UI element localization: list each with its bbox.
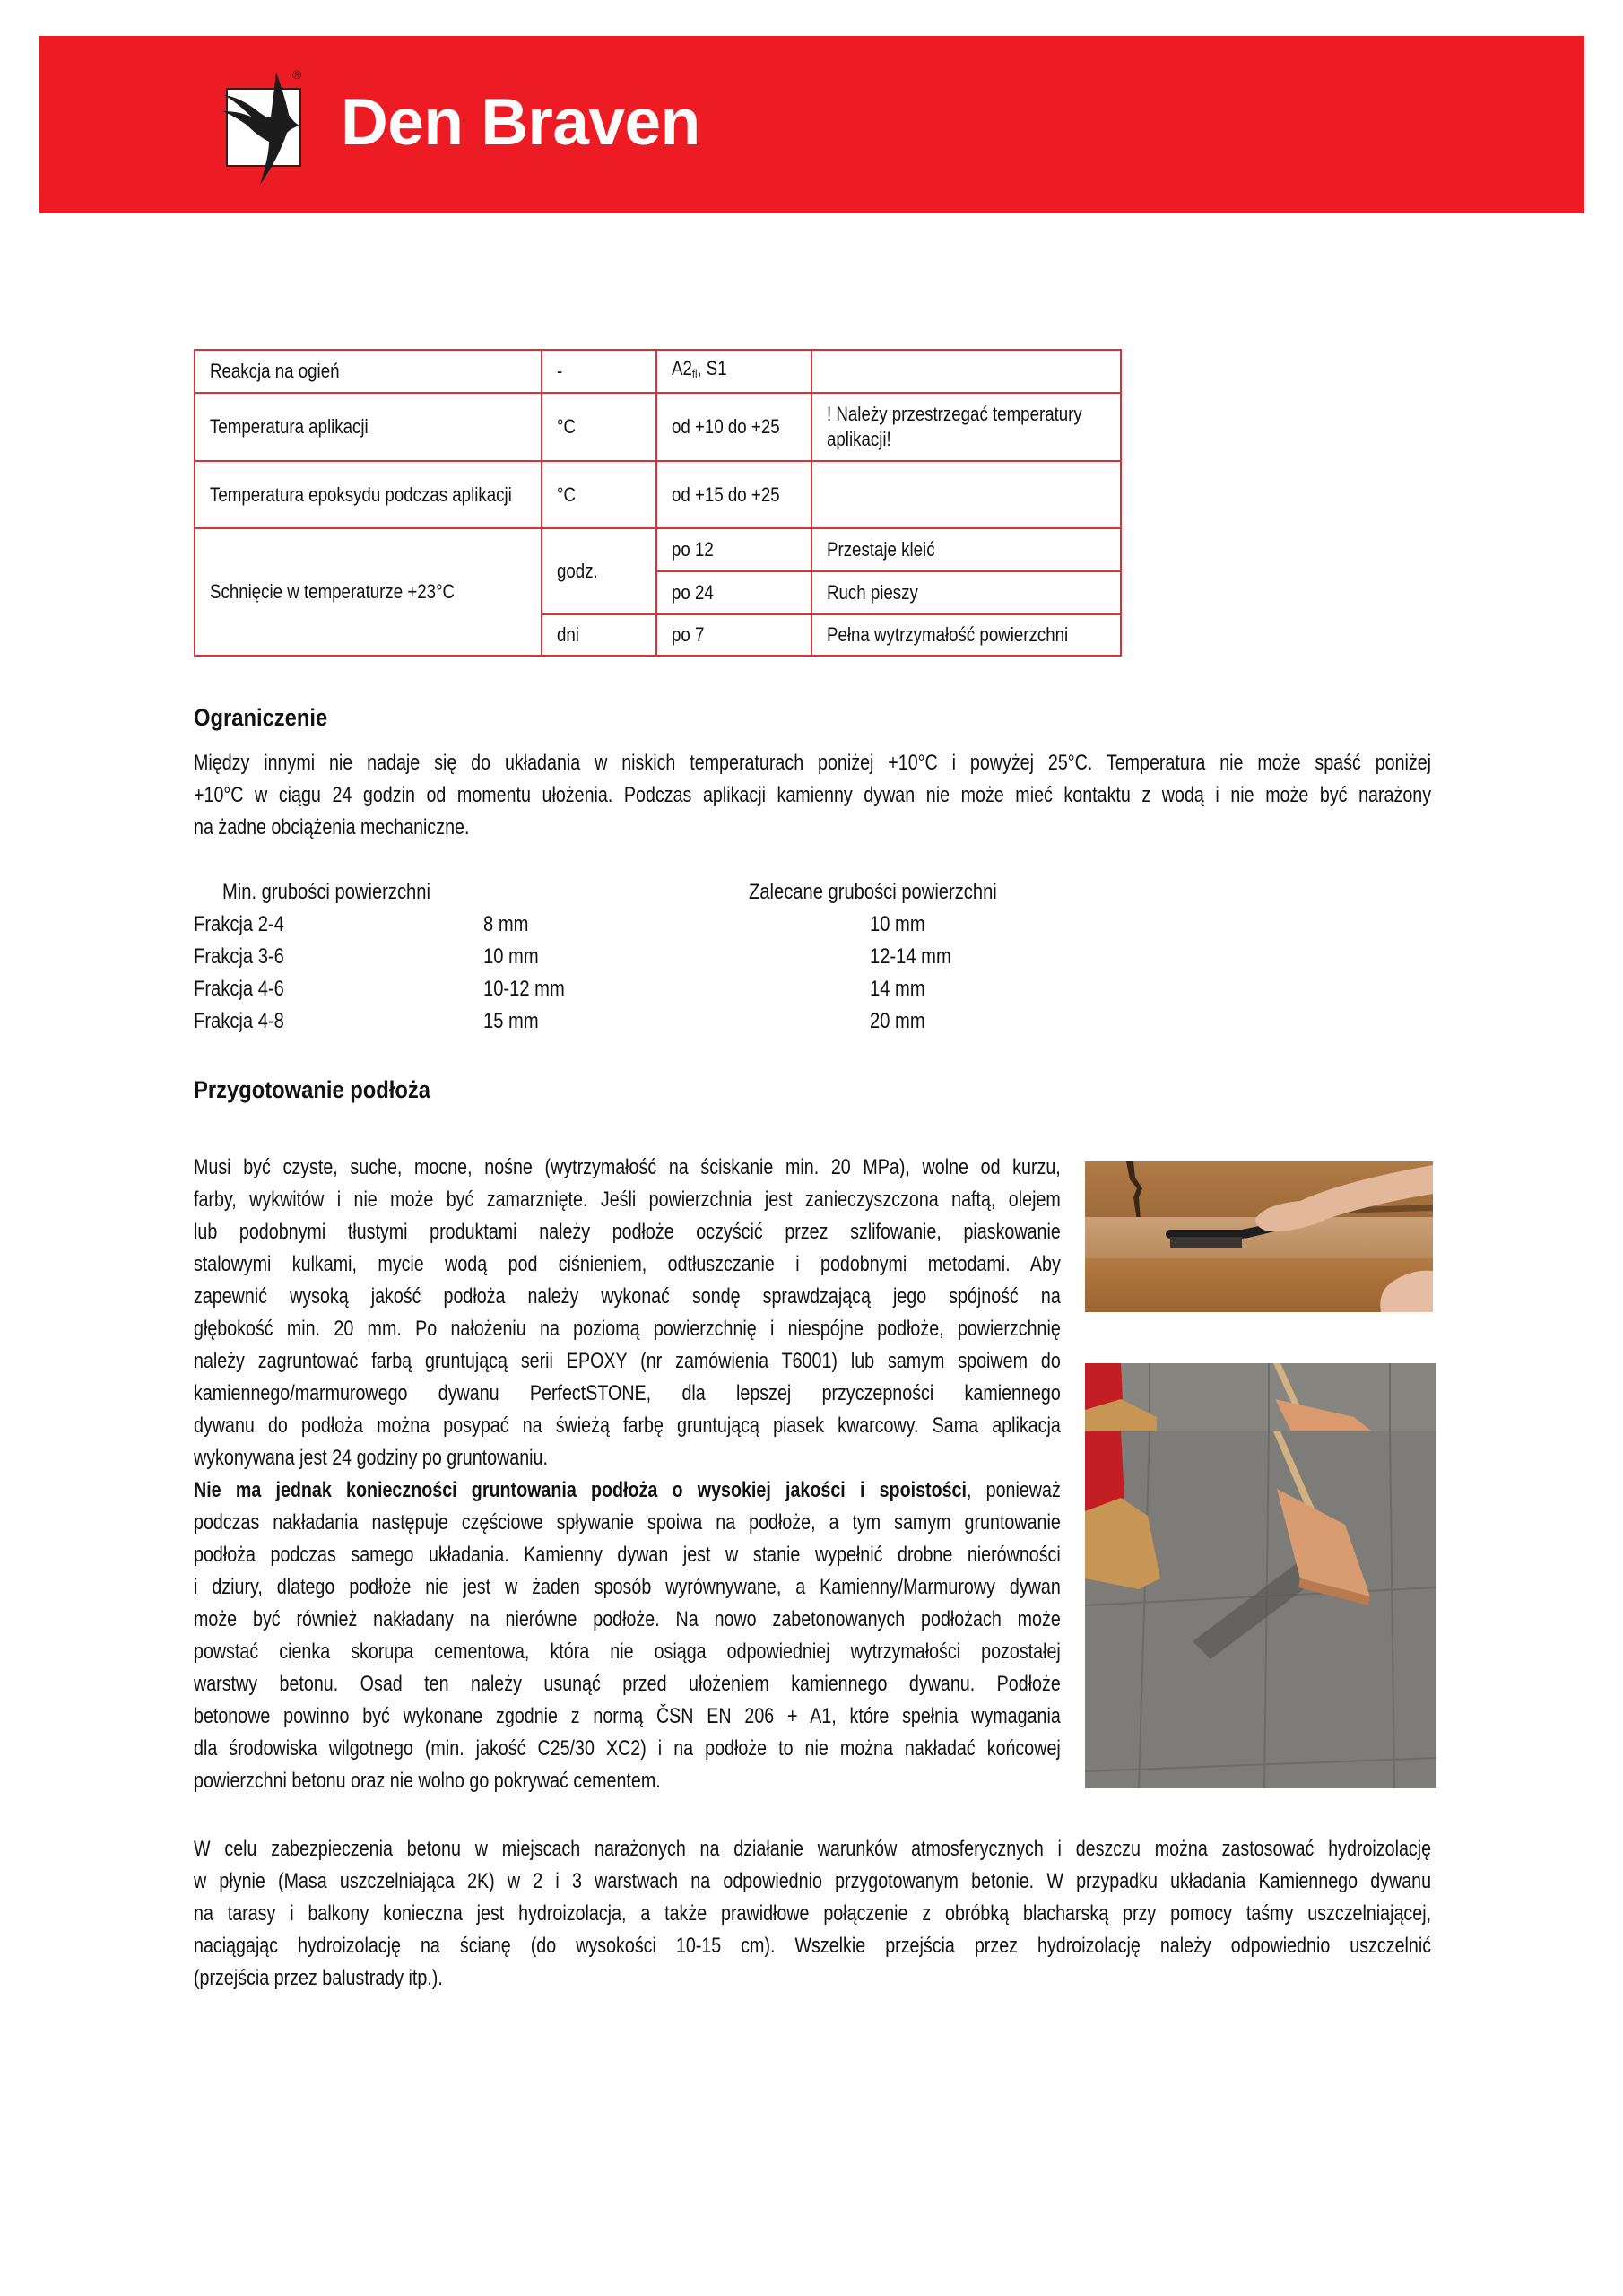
registered-mark: ® [292, 67, 302, 82]
thickness-row: Frakcja 4-8 15 mm 20 mm [194, 1009, 925, 1033]
text-line: dla środowiska wilgotnego (min. jakość C25/30 XC2) i na podłoże to nie można nakładać końcowej [194, 1736, 1061, 1761]
note-cell: ! Należy przestrzegać temperatury aplikacji! [812, 393, 1121, 461]
table-row [195, 528, 1121, 571]
table-row [195, 393, 1121, 461]
brand-header [39, 36, 1584, 213]
value-cell: po 7 [656, 614, 812, 656]
text-line: kamiennego/marmurowego dywanu PerfectSTONE, dla lepszej przyczepności kamiennego [194, 1381, 1061, 1405]
recommended-thickness-header: Zalecane grubości powierzchni [749, 880, 997, 904]
text-line: może być również nakładany na nierówne podłoże. Na nowo zabetonowanych podłożach może [194, 1607, 1061, 1631]
value-cell: po 24 [656, 571, 812, 614]
thickness-row: Frakcja 3-6 10 mm 12-14 mm [194, 944, 951, 969]
table-row [195, 350, 1121, 393]
text-line: powierzchni betonu oraz nie wolno go pokrywać cementem. [194, 1769, 661, 1793]
thickness-row: Frakcja 4-6 10-12 mm 14 mm [194, 977, 925, 1001]
unit-cell: godz. [542, 528, 656, 614]
value-cell: od +10 do +25 [656, 393, 812, 461]
note-cell [812, 350, 1121, 393]
text-line: (przejścia przez balustrady itp.). [194, 1966, 443, 1990]
section-heading-substrate: Przygotowanie podłoża [194, 1076, 431, 1103]
table-row [195, 461, 1121, 528]
unit-cell: °C [542, 461, 656, 528]
thickness-header-row [0, 876, 1623, 909]
property-cell: Reakcja na ogień [195, 350, 542, 393]
text-line: wykonywana jest 24 godziny po gruntowaniu. [194, 1446, 548, 1470]
thickness-row: Frakcja 2-4 8 mm 10 mm [194, 912, 925, 936]
substrate-paragraph-3 [194, 1833, 1431, 1995]
unit-cell: - [542, 350, 656, 393]
value-cell: $A2_{fl}$, S1 [656, 350, 812, 393]
min-thickness-header: Min. grubości powierzchni [222, 880, 430, 904]
section-heading-limitation: Ograniczenie [194, 704, 328, 731]
note-cell: Ruch pieszy [812, 571, 1121, 614]
property-cell: Temperatura aplikacji [195, 393, 542, 461]
text-line: głębokość min. 20 mm. Po nałożeniu na poziomą powierzchnię i niespójne podłoże, powierzchnię [194, 1317, 1061, 1341]
text-line: w płynie (Masa uszczelniająca 2K) w 2 i 3 warstwach na odpowiednio przygotowanym betonie. W przypadku układania Kamiennego dywanu [194, 1869, 1432, 1893]
wire-brush-cleaning-stone-photo [1085, 1161, 1433, 1312]
properties-table [194, 349, 1122, 657]
property-cell: Temperatura epoksydu podczas aplikacji [195, 461, 542, 528]
text-line: na żadne obciążenia mechaniczne. [194, 815, 470, 839]
text-line: naciągając hydroizolację na ścianę (do wysokości 10-15 cm). Wszelkie przejścia przez hydroizolację należy odpowiednio uszczelnić [194, 1934, 1432, 1958]
note-cell: Przestaje kleić [812, 528, 1121, 571]
text-line: na tarasy i balkony konieczna jest hydroizolacja, a także prawidłowe połączenie z obróbką blacharską przy pomocy taśmy uszczelniającej, [194, 1901, 1432, 1926]
text-line: stalowymi kulkami, mycie wodą pod ciśnieniem, odtłuszczanie i podobnymi metodami. Aby [194, 1252, 1061, 1276]
property-cell: Schnięcie w temperaturze +23°C [195, 528, 542, 656]
unit-cell: °C [542, 393, 656, 461]
unit-cell: dni [542, 614, 656, 656]
bold-lead-text: Nie ma jednak konieczności gruntowania podłoża o wysokiej jakości i spoistości [194, 1478, 967, 1502]
note-cell [812, 461, 1121, 528]
text-line: należy zagruntować farbą gruntującą serii EPOXY (nr zamówienia T6001) lub samym spoiwem do [194, 1349, 1061, 1373]
text-line: zapewnić wysoką jakość podłoża należy wykonać sondę sprawdzającą jego spójność na [194, 1284, 1061, 1309]
text-line: farby, wykwitów i nie może być zamarznięte. Jeśli powierzchnia jest zanieczyszczona naftą, olejem [194, 1187, 1061, 1212]
text-line: betonowe powinno być wykonane zgodnie z normą ČSN EN 206 + A1, które spełnia wymagania [194, 1704, 1061, 1728]
value-cell: od +15 do +25 [656, 461, 812, 528]
text-line: lub podobnymi tłustymi produktami należy podłoże oczyścić przez szlifowanie, piaskowanie [194, 1220, 1061, 1244]
text-line: W celu zabezpieczenia betonu w miejscach narażonych na działanie warunków atmosferycznych i deszczu można zastosować hydroizolację [194, 1837, 1432, 1861]
value-cell: po 12 [656, 528, 812, 571]
limitation-paragraph [194, 747, 1431, 844]
text-line: Musi być czyste, suche, mocne, nośne (wytrzymałość na ściskanie min. 20 MPa), wolne od kurzu, [194, 1155, 1061, 1179]
text-line: warstwy betonu. Osad ten należy usunąć przed ułożeniem kamiennego dywanu. Podłoże [194, 1672, 1061, 1696]
swallow-bird-logo-icon [215, 70, 314, 187]
substrate-paragraph-1 [194, 1152, 1061, 1797]
text-line: podłoża podczas samego układania. Kamienny dywan jest w stanie wypełnić drobne nierówności [194, 1543, 1061, 1567]
text-line: dywanu do podłoża można posypać na świeżą farbę gruntującą piasek kwarcowy. Sama aplikacja [194, 1413, 1061, 1438]
text-line: i dziury, dlatego podłoże nie jest w żaden sposób wyrównywane, a Kamienny/Marmurowy dywan [194, 1575, 1061, 1599]
note-cell: Pełna wytrzymałość powierzchni [812, 614, 1121, 656]
broom-sweeping-concrete-photo [1085, 1363, 1436, 1788]
text-line: powstać cienka skorupa cementowa, która nie osiąga odpowiedniej wytrzymałości pozostałej [194, 1639, 1061, 1664]
text-line: +10°C w ciągu 24 godzin od momentu ułożenia. Podczas aplikacji kamienny dywan nie może mieć kontaktu z wodą i nie może być narażony [194, 783, 1432, 807]
text-line: Między innymi nie nadaje się do układania w niskich temperaturach poniżej +10°C i powyżej 25°C. Temperatura nie może spaść poniżej [194, 751, 1432, 775]
brand-name: Den Braven [341, 86, 700, 159]
text-line-bold-lead: Nie ma jednak konieczności gruntowania podłoża o wysokiej jakości i spoistości, ponieważ [194, 1478, 1061, 1502]
text-line: podczas nakładania następuje częściowe spływanie spoiwa na podłoże, a tym samym gruntowanie [194, 1510, 1061, 1535]
